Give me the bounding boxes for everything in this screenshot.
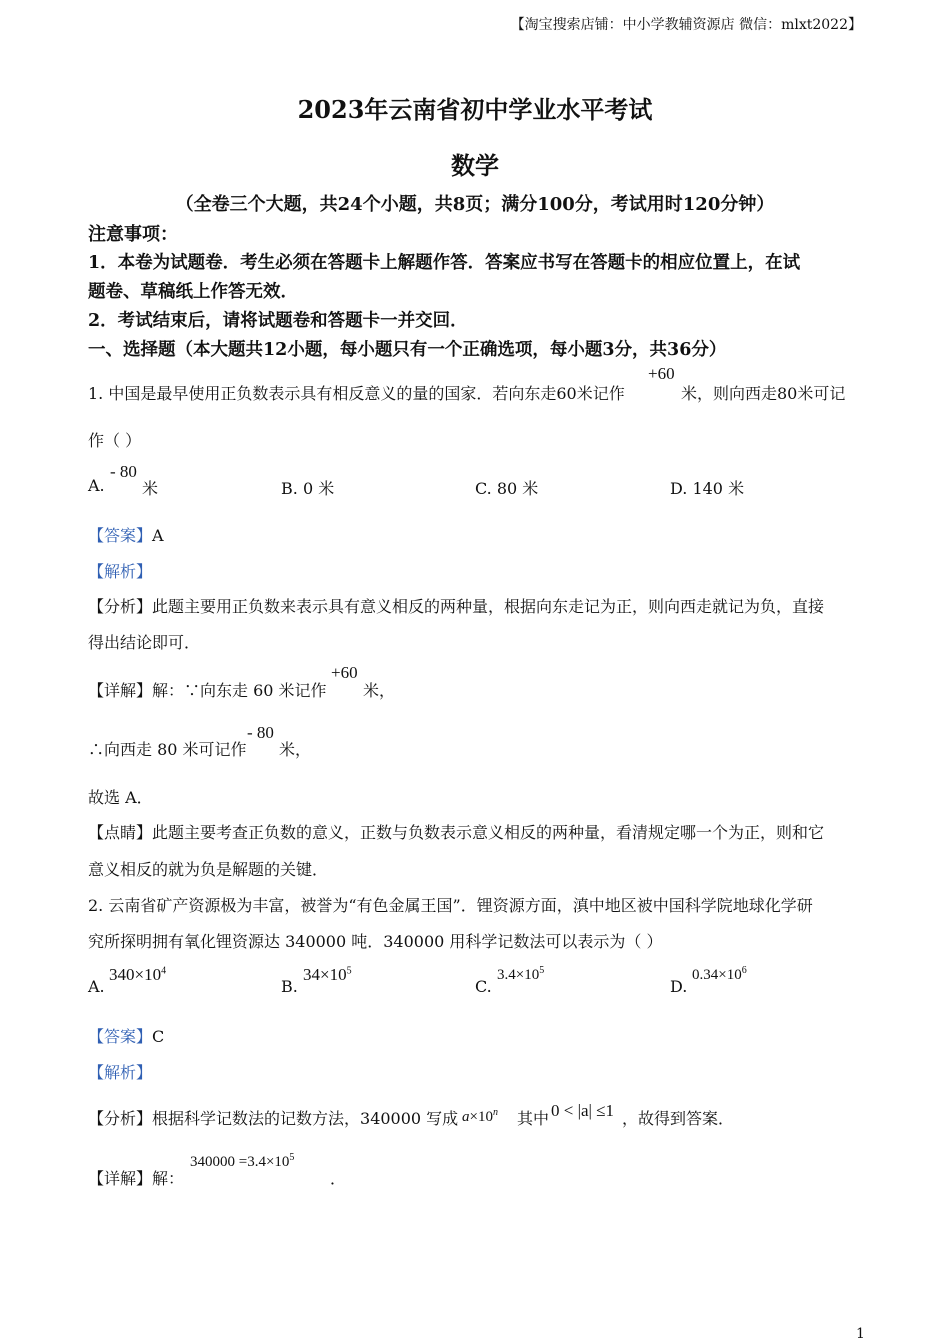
notice-item-1-line-1: 1．本卷为试题卷．考生必须在答题卡上解题作答．答案应书写在答题卡的相应位置上，在试: [88, 253, 801, 273]
q1-answer-value: A: [152, 526, 164, 545]
q1-option-d-text: 140 米: [692, 479, 745, 498]
q1-option-a-math: - 80: [110, 462, 137, 481]
q2-option-c-letter: C.: [475, 977, 492, 996]
section-heading: 一、选择题（本大题共12小题，每小题只有一个正确选项，每小题3分，共36分）: [88, 340, 727, 360]
q2-answer-tag: 【答案】: [88, 1027, 153, 1046]
notice-item-1-line-2: 题卷、草稿纸上作答无效．: [88, 282, 298, 302]
q2-xiangjie-line: [88, 1166, 184, 1189]
q1-option-c-letter: C.: [475, 479, 492, 498]
q1-answer: [88, 523, 164, 546]
q1-fenxi-tag: 【分析】: [88, 597, 153, 616]
q1-math-plus60: +60: [648, 364, 675, 383]
q1-dianjing-line-1: [88, 820, 824, 843]
q1-xj1-math: +60: [331, 663, 358, 682]
q2-option-c-exp: 5: [539, 965, 545, 976]
q2-fenxi-text-c: ，故得到答案．: [622, 1109, 735, 1128]
q2-option-d-exp: 6: [741, 965, 747, 976]
q2-xj-math: [190, 1152, 294, 1171]
q2-xj-end: ．: [330, 1169, 347, 1188]
q1-option-d-letter: D.: [670, 479, 688, 498]
q2-fenxi-text-b: 其中: [517, 1109, 550, 1128]
notice-item-2: 2．考试结束后，请将试题卷和答题卡一并交回．: [88, 311, 468, 331]
subject-title: 数学: [451, 151, 499, 180]
q1-xj1-text: 解：∵向东走 60 米记作: [152, 681, 327, 700]
q2-option-b-exp: 5: [346, 965, 352, 977]
q1-fenxi-line-1: [88, 594, 824, 617]
q2-option-d-letter: D.: [670, 977, 688, 996]
q1-option-d: [670, 476, 744, 499]
q2-option-a-letter: A.: [88, 977, 105, 996]
q2-xiangjie-tag: 【详解】: [88, 1169, 153, 1188]
q2-fenxi-tag: 【分析】: [88, 1109, 153, 1128]
q1-option-a-unit: 米: [142, 479, 159, 498]
q1-fenxi-line-2: 得出结论即可．: [88, 633, 201, 652]
q1-xj2-math: - 80: [247, 723, 274, 742]
q1-xiangjie-line-1: [88, 678, 327, 701]
q1-xiangjie-tag: 【详解】: [88, 681, 153, 700]
q1-xj1-unit: 米，: [363, 681, 396, 700]
q1-option-b: [281, 476, 334, 499]
header-note: 【淘宝搜索店铺：中小学教辅资源店 微信：mlxt2022】: [510, 17, 862, 33]
q2-stem-line-1: 2. 云南省矿产资源极为丰富，被誉为“有色金属王国”．锂资源方面，滇中地区被中国科学院地球化学研: [88, 896, 813, 915]
q2-option-d-base: 0.34×10: [692, 967, 742, 983]
q2-analysis-tag: 【解析】: [88, 1063, 153, 1082]
q2-fenxi-math-n: n: [492, 1107, 498, 1118]
q2-option-a-math: [109, 965, 166, 985]
q2-xj-math-base: 340000 =3.4×10: [190, 1154, 290, 1170]
q1-option-b-text: 0 米: [302, 479, 335, 498]
q1-option-a-letter: A.: [88, 476, 105, 495]
q2-answer-value: C: [152, 1027, 165, 1046]
q2-option-a-exp: 4: [161, 965, 167, 977]
page-title: 2023年云南省初中学业水平考试: [297, 95, 653, 124]
q1-xj2-text: ∴向西走 80 米可记作: [88, 740, 247, 759]
q2-option-d-math: [692, 965, 747, 984]
q1-fenxi-text-1: 此题主要用正负数来表示具有意义相反的两种量，根据向东走记为正，则向西走就记为负，直接: [152, 597, 825, 616]
q2-fenxi-math-b: ×10: [469, 1109, 493, 1125]
q1-dianjing-line-2: 意义相反的就为负是解题的关键．: [88, 860, 329, 879]
q2-fenxi-line: [88, 1106, 458, 1129]
q2-fenxi-math: [462, 1107, 498, 1126]
q2-option-a-base: 340×10: [109, 965, 162, 984]
notice-heading: 注意事项：: [88, 224, 178, 245]
q1-stem-text-a: 1. 中国是最早使用正负数表示具有相反意义的量的国家．若向东走60米记作: [88, 384, 625, 403]
q2-option-c-math: [497, 965, 544, 984]
q1-option-c-text: 80 米: [496, 479, 539, 498]
q2-fenxi-text-a: 根据科学记数法的记数方法，340000 写成: [152, 1109, 459, 1128]
q2-fenxi-inequality: 0 < |a| ≤1: [551, 1101, 615, 1120]
q2-xj-text: 解：: [152, 1169, 185, 1188]
q1-dianjing-text-1: 此题主要考查正负数的意义，正数与负数表示意义相反的两种量，看清规定哪一个为正，则和它: [152, 823, 825, 842]
q2-option-b-base: 34×10: [303, 965, 347, 984]
exam-subtitle: （全卷三个大题，共24个小题，共8页；满分100分，考试用时120分钟）: [175, 194, 775, 215]
page-number: 1: [856, 1326, 865, 1342]
q1-option-b-letter: B.: [281, 479, 298, 498]
q2-answer: [88, 1024, 164, 1047]
q1-stem-text-b: 米，则向西走80米可记: [681, 384, 846, 403]
q2-stem-line-2: 究所探明拥有氧化锂资源达 340000 吨．340000 用科学记数法可以表示为（ ）: [88, 932, 663, 951]
q1-analysis-tag: 【解析】: [88, 562, 153, 581]
q2-fenxi-math-a: a: [462, 1109, 470, 1125]
q1-dianjing-tag: 【点睛】: [88, 823, 153, 842]
q2-option-b-letter: B.: [281, 977, 298, 996]
q1-option-c: [475, 476, 538, 499]
q1-stem-line-1: [88, 381, 625, 404]
q2-option-b-math: [303, 965, 352, 985]
q1-xj3: 故选 A．: [88, 788, 153, 807]
q2-option-c-base: 3.4×10: [497, 967, 540, 983]
q1-stem-line-2: 作（ ）: [88, 431, 142, 450]
q1-answer-tag: 【答案】: [88, 526, 153, 545]
q1-xj2-unit: 米，: [279, 740, 312, 759]
q2-xj-math-exp: 5: [289, 1152, 295, 1163]
